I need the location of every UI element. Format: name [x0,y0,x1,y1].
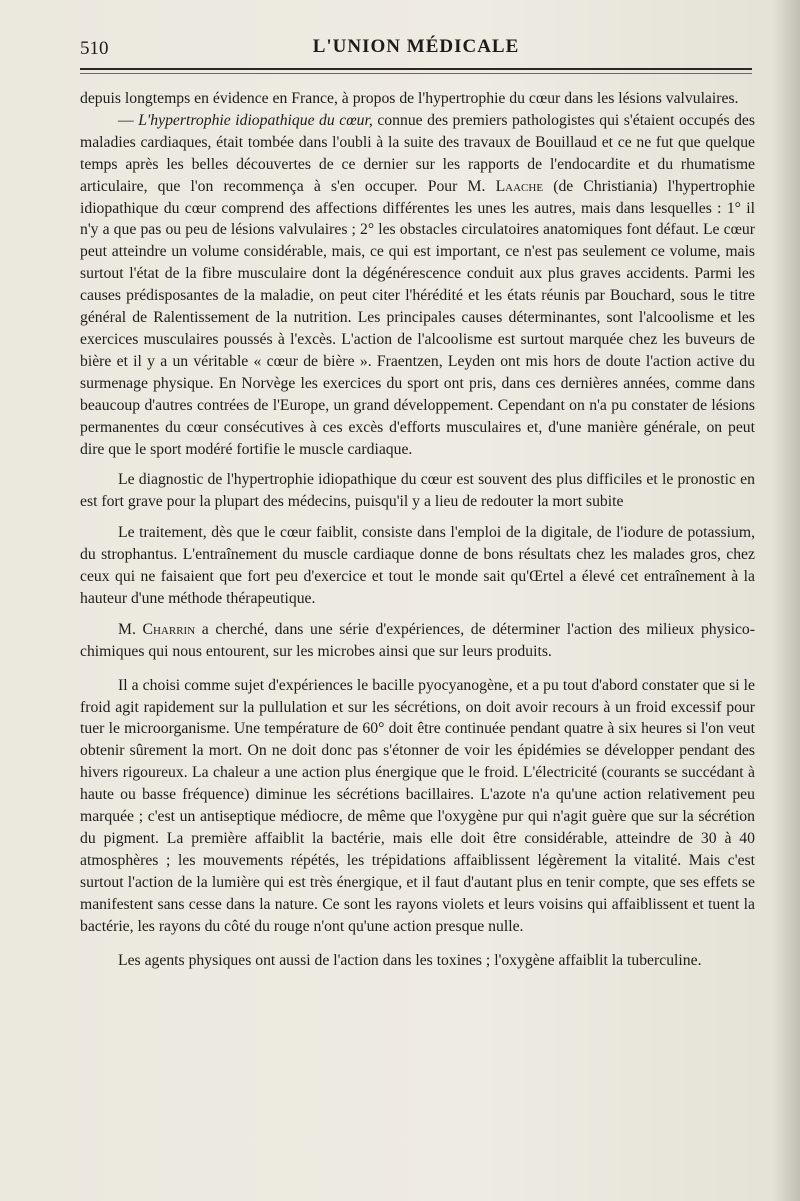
text-run: a cherché, dans une série d'expériences, de déterminer l'action des milieux physico-chimiques qui nous entourent, sur les microbes ainsi que sur leurs produits. [80,620,755,660]
paragraph [80,675,755,938]
page-header [80,30,752,64]
paragraph [80,88,755,110]
text-run: (de Christiania) l'hypertrophie idiopathique du cœur comprend des affections différentes les unes les autres, mais dans lesquelles : 1° il n'y a que pas ou peu de lésions valvulaires ; 2° les obstacles circulatoires anatomiques font défaut. Le cœur peut atteindre un volume considérable, mais, ce qui est important, ce n'est pas seulement ce volume, mais surtout l'état de la fibre musculaire dont la dégénérescence conduit aux plus graves accidents. Parmi les causes prédisposantes de la maladie, on peut citer l'hérédité et les états réunis par Bouchard, sous le titre général de Ralentissement de la nutrition. Les principales causes déterminantes, sont l'alcoolisme et les exercices musculaires poussés à l'excès. L'action de l'alcoolisme est surtout marquée chez les buveurs de bière et il y a un véritable « cœur de bière ». Fraentzen, Leyden ont mis hors de doute l'action active du surmenage physique. En Norvège les exercices du sport ont pris, dans ces dernières années, comme dans beaucoup d'autres contrées de l'Europe, un grand développement. Cependant on n'a pu constater de lésions permanentes du cœur consécutives à ces excès d'efforts musculaires et, d'une manière générale, on peut dire que le sport modéré fortifie le muscle cardiaque. [80,177,755,458]
text-run: Il a choisi comme sujet d'expériences le bacille pyocyanogène, et a pu tout d'abord constater que si le froid agit rapidement sur la pullulation et sur les sécrétions, on doit avoir recours à un froid excessif pour tuer le microorganisme. Une température de 60° doit être continuée pendant quatre à six heures si l'on veut obtenir sûrement la mort. On ne doit donc pas s'étonner de voir les épidémies se développer pendant des hivers rigoureux. La chaleur a une action plus énergique que le froid. L'électricité (courants se succédant à haute ou basse fréquence) diminue les sécrétions bacillaires. L'azote n'a qu'une action relativement peu marquée ; c'est un antiseptique médiocre, de même que l'oxygène pur qui n'agit guère que sur la sécrétion du pigment. La première affaiblit la bactérie, mais elle doit être considérable, atteindre de 30 à 40 atmosphères ; les mouvements répétés, les trépidations affaiblissent légèrement la vitalité. Mais c'est surtout l'action de la lumière qui est très énergique, et il faut d'autant plus en tenir compte, que ses effets se manifestent sans cesse dans la nature. Ce sont les rayons violets et leurs voisins qui affaiblissent et tuent la bactérie, les rayons du côté du rouge n'ont qu'une action presque nulle. [80,676,755,935]
paragraph [80,950,755,972]
page-edge-shadow [772,0,800,1201]
paragraph [80,469,755,513]
running-title: L'UNION MÉDICALE [312,36,520,57]
text-run: Les agents physiques ont aussi de l'action dans les toxines ; l'oxygène affaiblit la tuberculine. [118,951,702,969]
text-run: Le diagnostic de l'hypertrophie idiopathique du cœur est souvent des plus difficiles et le pronostic en est fort grave pour la plupart des médecins, puisqu'il y a lieu de redouter la mort subite [80,471,755,511]
paragraph [80,522,755,610]
paragraph [80,619,755,663]
article-body [80,88,755,971]
header-rule-thin [80,73,752,74]
page-number: 510 [80,38,109,59]
text-run: depuis longtemps en évidence en France, à propos de l'hypertrophie du cœur dans les lésions valvulaires. [80,90,739,107]
author-name: Laache [495,177,544,195]
text-run: connue des premiers pathologistes qui s'étaient occupés des maladies cardiaques, était tombée dans l'oubli à la suite des travaux de Bouillaud et ce ne fut que quelque temps après les belles découvertes de ce dernier sur les rapports de l'endocardite et du rhumatisme articulaire, que l'on recommença à s'en occuper. Pour M. [80,111,755,195]
text-run: Le traitement, dès que le cœur faiblit, consiste dans l'emploi de la digitale, de l'iodure de potassium, du strophantus. L'entraînement du muscle cardiaque donne de bons résultats chez les malades gros, chez ceux qui ne faisaient que fort peu d'exercice et tout le monde sait qu'Œrtel a élevé cet entraînement à la hauteur d'une méthode thérapeutique. [80,524,755,607]
author-name: Charrin [142,620,196,638]
text-run: M. [118,620,143,638]
paragraph [80,110,755,461]
text-run: — [118,111,139,129]
header-rule [80,68,752,70]
italic-term: L'hypertrophie idiopathique du cœur, [138,111,373,129]
